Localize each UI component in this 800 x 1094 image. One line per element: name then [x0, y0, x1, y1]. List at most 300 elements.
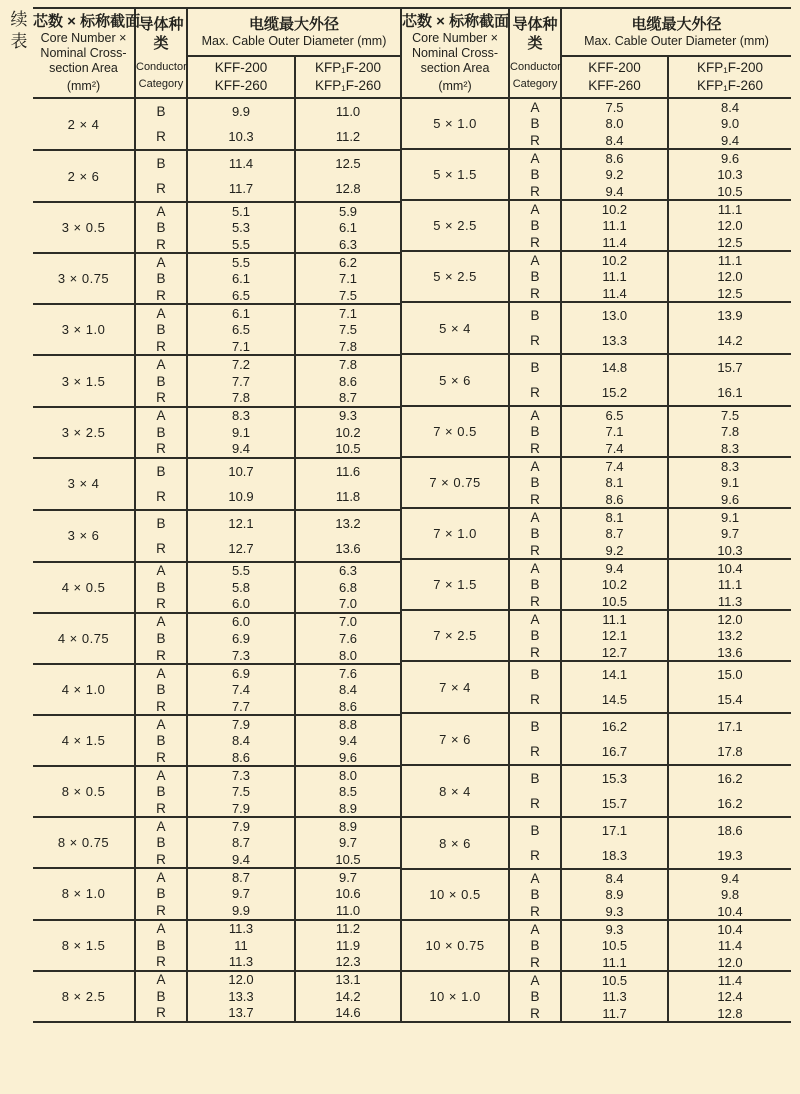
- kff-diameter-cell: 9.4: [187, 441, 295, 458]
- table-row: [401, 406, 791, 423]
- table-row: [401, 508, 791, 525]
- conductor-category-cell: R: [135, 124, 187, 150]
- conductor-category-cell: B: [509, 627, 561, 644]
- kff-diameter-cell: 9.4: [561, 183, 668, 200]
- table-row: [33, 98, 400, 124]
- kfp1f-diameter-cell: 8.9: [338, 800, 358, 816]
- core-size-cell: 7 × 1.5: [401, 559, 509, 610]
- core-size-cell: 8 × 6: [401, 817, 509, 869]
- conductor-category-cell: A: [135, 304, 187, 321]
- kff-diameter-cell: 7.9: [187, 817, 295, 834]
- conductor-category-cell: B: [135, 270, 187, 287]
- kff-diameter-cell: 8.9: [561, 886, 668, 903]
- core-size-cell: 8 × 0.75: [33, 817, 135, 868]
- kfp1f-diameter-cell: 10.5: [335, 851, 361, 867]
- table-row: [401, 354, 791, 380]
- conductor-category-cell: B: [135, 834, 187, 851]
- kff-diameter-cell: 9.4: [561, 559, 668, 576]
- core-size-cell: 5 × 4: [401, 302, 509, 354]
- conductor-category-cell: R: [135, 441, 187, 458]
- conductor-category-cell: B: [135, 219, 187, 236]
- kff-diameter-cell: 6.5: [187, 321, 295, 338]
- core-size-cell: 2 × 4: [33, 98, 135, 150]
- kff-diameter-cell: 8.6: [187, 749, 295, 766]
- table-row: [401, 920, 791, 937]
- conductor-category-cell: A: [135, 817, 187, 834]
- table-row: [33, 562, 400, 579]
- kff-diameter-cell: 9.4: [187, 851, 295, 868]
- conductor-category-cell: R: [135, 390, 187, 407]
- kff-diameter-cell: 12.1: [561, 627, 668, 644]
- conductor-category-cell: A: [509, 149, 561, 166]
- kff-diameter-cell: 13.3: [561, 328, 668, 354]
- kfp1f-diameter-cell: 8.0: [338, 647, 358, 663]
- kff-diameter-cell: 5.1: [187, 202, 295, 219]
- kfp1f-diameter-cell: 13.1: [295, 971, 400, 988]
- kff-diameter-cell: 11.4: [561, 234, 668, 251]
- kfp1f-diameter-cell: 7.1: [295, 304, 400, 321]
- kfp1f-diameter-cell: 10.6: [335, 886, 361, 902]
- kff-diameter-cell: 15.7: [561, 791, 668, 817]
- kfp1f-diameter-cell: 12.0: [717, 218, 743, 233]
- core-size-cell: 10 × 1.0: [401, 971, 509, 1022]
- kff-diameter-cell: 6.9: [187, 664, 295, 681]
- kff-diameter-cell: 7.4: [561, 457, 668, 474]
- conductor-category-cell: A: [509, 559, 561, 576]
- conductor-category-cell: B: [135, 783, 187, 800]
- kfp1f-diameter-cell: 7.5: [338, 322, 358, 338]
- kff-diameter-cell: 8.1: [561, 508, 668, 525]
- conductor-category-cell: R: [135, 902, 187, 919]
- kff-diameter-cell: 14.8: [561, 354, 668, 380]
- core-size-cell: 8 × 1.0: [33, 868, 135, 919]
- conductor-category-cell: A: [509, 251, 561, 268]
- table-row: [33, 150, 400, 176]
- table-row: [33, 407, 400, 424]
- kff-diameter-cell: 10.2: [561, 251, 668, 268]
- kfp1f-diameter-cell: 12.8: [335, 181, 361, 197]
- conductor-category-cell: B: [509, 525, 561, 542]
- conductor-category-cell: A: [509, 508, 561, 525]
- kfp1f-diameter-cell: 12.5: [717, 234, 743, 250]
- core-size-cell: 3 × 1.5: [33, 355, 135, 406]
- conductor-category-cell: R: [135, 851, 187, 868]
- conductor-category-cell: R: [509, 903, 561, 920]
- kfp1f-diameter-cell: 11.1: [668, 251, 791, 268]
- conductor-category-cell: R: [509, 791, 561, 817]
- core-size-cell: 5 × 6: [401, 354, 509, 406]
- conductor-category-cell: B: [509, 817, 561, 843]
- conductor-category-cell: B: [509, 115, 561, 132]
- kfp1f-diameter-cell: 16.2: [717, 796, 743, 811]
- table-row: [33, 817, 400, 834]
- kff-diameter-cell: 8.3: [187, 407, 295, 424]
- kfp1f-diameter-cell: 12.4: [717, 989, 743, 1004]
- kff-diameter-cell: 7.8: [187, 390, 295, 407]
- kff-diameter-cell: 10.2: [561, 200, 668, 217]
- kfp1f-diameter-cell: 11.3: [717, 593, 743, 609]
- conductor-category-cell: B: [135, 732, 187, 749]
- spec-table-left: [33, 7, 400, 1023]
- kfp1f-diameter-cell: 8.6: [338, 373, 358, 389]
- table-row: [401, 661, 791, 687]
- table-row: [401, 559, 791, 576]
- kfp1f-diameter-cell: 8.0: [295, 766, 400, 783]
- core-size-cell: 3 × 1.0: [33, 304, 135, 355]
- kff-diameter-cell: 7.4: [187, 681, 295, 698]
- core-size-cell: 5 × 1.0: [401, 98, 509, 149]
- kfp1f-diameter-cell: 9.4: [720, 132, 740, 148]
- table-row: [401, 98, 791, 115]
- kfp1f-diameter-cell: 5.9: [295, 202, 400, 219]
- conductor-category-cell: B: [509, 423, 561, 440]
- conductor-category-cell: B: [509, 661, 561, 687]
- conductor-category-cell: R: [135, 800, 187, 817]
- core-size-cell: 5 × 1.5: [401, 149, 509, 200]
- conductor-category-cell: A: [135, 355, 187, 372]
- kfp1f-diameter-cell: 11.2: [335, 129, 361, 145]
- kff-diameter-cell: 7.1: [187, 338, 295, 355]
- kff-diameter-cell: 8.1: [561, 474, 668, 491]
- kff-diameter-cell: 7.3: [187, 647, 295, 664]
- core-size-cell: 3 × 0.75: [33, 253, 135, 304]
- table-row: [401, 149, 791, 166]
- conductor-category-cell: R: [135, 954, 187, 971]
- kfp1f-diameter-cell: 9.4: [338, 733, 358, 749]
- kff-diameter-cell: 7.7: [187, 373, 295, 390]
- kfp1f-diameter-cell: 15.0: [668, 661, 791, 687]
- kff-diameter-cell: 5.5: [187, 236, 295, 253]
- conductor-category-cell: R: [135, 749, 187, 766]
- conductor-category-cell: A: [509, 610, 561, 627]
- conductor-category-cell: B: [135, 988, 187, 1005]
- kfp1f-diameter-cell: 11.6: [295, 458, 400, 484]
- kfp1f-diameter-cell: 9.7: [338, 835, 358, 851]
- kfp1f-diameter-cell: 17.1: [668, 713, 791, 739]
- core-size-cell: 4 × 0.75: [33, 613, 135, 664]
- kff-diameter-cell: 8.7: [187, 834, 295, 851]
- kff-diameter-cell: 6.9: [187, 630, 295, 647]
- kff-diameter-cell: 11: [187, 937, 295, 954]
- conductor-category-cell: A: [135, 664, 187, 681]
- table-row: [33, 971, 400, 988]
- table-row: [401, 610, 791, 627]
- kfp1f-diameter-cell: 13.9: [668, 302, 791, 328]
- kfp1f-diameter-cell: 8.6: [338, 698, 358, 714]
- conductor-category-cell: R: [509, 843, 561, 869]
- kfp1f-diameter-cell: 8.5: [338, 784, 358, 800]
- kff-diameter-cell: 11.3: [187, 954, 295, 971]
- kfp1f-diameter-cell: 7.6: [338, 630, 358, 646]
- kff-diameter-cell: 11.1: [561, 954, 668, 971]
- kfp1f-diameter-cell: 10.4: [717, 903, 743, 919]
- conductor-category-cell: A: [135, 613, 187, 630]
- kff-diameter-cell: 11.3: [187, 920, 295, 937]
- kfp1f-diameter-cell: 10.2: [335, 424, 361, 440]
- conductor-category-cell: A: [135, 202, 187, 219]
- core-size-cell: 8 × 4: [401, 765, 509, 817]
- core-size-cell: 4 × 1.0: [33, 664, 135, 715]
- conductor-category-cell: B: [135, 937, 187, 954]
- kfp1f-diameter-cell: 7.6: [295, 664, 400, 681]
- kfp1f-diameter-cell: 13.6: [335, 540, 361, 556]
- kfp1f-diameter-cell: 11.0: [295, 98, 400, 124]
- kfp1f-diameter-cell: 9.7: [720, 526, 740, 541]
- kfp1f-diameter-cell: 7.0: [338, 596, 358, 612]
- core-size-cell: 3 × 2.5: [33, 407, 135, 458]
- kfp1f-diameter-cell: 11.4: [668, 971, 791, 988]
- conductor-category-cell: B: [509, 765, 561, 791]
- kff-diameter-cell: 7.1: [561, 423, 668, 440]
- kff-diameter-cell: 7.7: [187, 698, 295, 715]
- kff-diameter-cell: 11.4: [187, 150, 295, 176]
- conductor-category-cell: R: [509, 285, 561, 302]
- kfp1f-diameter-cell: 13.2: [295, 510, 400, 536]
- conductor-category-cell: R: [135, 176, 187, 202]
- kfp1f-diameter-cell: 8.8: [295, 715, 400, 732]
- kfp1f-diameter-cell: 10.4: [668, 559, 791, 576]
- kff-diameter-cell: 8.4: [561, 132, 668, 149]
- core-size-cell: 10 × 0.75: [401, 920, 509, 971]
- kfp1f-diameter-cell: 9.1: [720, 475, 740, 490]
- kff-diameter-cell: 7.5: [561, 98, 668, 115]
- core-size-cell: 7 × 6: [401, 713, 509, 765]
- conductor-category-cell: R: [509, 234, 561, 251]
- header-kff-column: KFF-200 KFF-260: [187, 56, 295, 98]
- conductor-category-cell: R: [135, 484, 187, 510]
- conductor-category-cell: R: [509, 132, 561, 149]
- table-row: [33, 766, 400, 783]
- kfp1f-diameter-cell: 7.1: [338, 271, 358, 287]
- table-row: [401, 251, 791, 268]
- spec-tables: [33, 7, 791, 1023]
- table-row: [33, 920, 400, 937]
- kff-diameter-cell: 7.9: [187, 800, 295, 817]
- core-size-cell: 7 × 0.5: [401, 406, 509, 457]
- kfp1f-diameter-cell: 10.4: [668, 920, 791, 937]
- kff-diameter-cell: 8.7: [187, 868, 295, 885]
- kff-diameter-cell: 11.1: [561, 217, 668, 234]
- core-size-cell: 7 × 1.0: [401, 508, 509, 559]
- kff-diameter-cell: 6.5: [187, 287, 295, 304]
- conductor-category-cell: R: [509, 739, 561, 765]
- kff-diameter-cell: 10.3: [187, 124, 295, 150]
- kfp1f-diameter-cell: 11.4: [717, 938, 743, 953]
- kff-diameter-cell: 10.5: [561, 593, 668, 610]
- kff-diameter-cell: 5.5: [187, 253, 295, 270]
- conductor-category-cell: A: [509, 98, 561, 115]
- header-conductor-category: 导体种 类 Conductor Category: [135, 8, 187, 98]
- kfp1f-diameter-cell: 14.2: [717, 333, 743, 348]
- conductor-category-cell: R: [509, 542, 561, 559]
- kfp1f-diameter-cell: 19.3: [717, 848, 743, 863]
- conductor-category-cell: A: [135, 562, 187, 579]
- kff-diameter-cell: 10.9: [187, 484, 295, 510]
- conductor-category-cell: A: [509, 920, 561, 937]
- kff-diameter-cell: 9.9: [187, 98, 295, 124]
- kff-diameter-cell: 12.7: [187, 536, 295, 562]
- kff-diameter-cell: 8.4: [187, 732, 295, 749]
- kff-diameter-cell: 10.5: [561, 971, 668, 988]
- kfp1f-diameter-cell: 11.0: [335, 902, 361, 918]
- conductor-category-cell: R: [509, 593, 561, 610]
- conductor-category-cell: B: [509, 988, 561, 1005]
- kff-diameter-cell: 13.7: [187, 1005, 295, 1022]
- header-conductor-category: 导体种 类 Conductor Category: [509, 8, 561, 98]
- kfp1f-diameter-cell: 8.4: [338, 682, 358, 698]
- conductor-category-cell: R: [135, 647, 187, 664]
- conductor-category-cell: B: [509, 302, 561, 328]
- kff-diameter-cell: 5.8: [187, 579, 295, 596]
- core-size-cell: 10 × 0.5: [401, 869, 509, 920]
- table-row: [33, 510, 400, 536]
- kff-diameter-cell: 9.7: [187, 885, 295, 902]
- core-size-cell: 3 × 0.5: [33, 202, 135, 253]
- conductor-category-cell: A: [135, 868, 187, 885]
- kff-diameter-cell: 16.7: [561, 739, 668, 765]
- table-row: [401, 302, 791, 328]
- kfp1f-diameter-cell: 6.3: [295, 562, 400, 579]
- kfp1f-diameter-cell: 8.7: [338, 390, 358, 406]
- kff-diameter-cell: 15.3: [561, 765, 668, 791]
- header-core-number: 芯数 × 标称截面 Core Number × Nominal Cross- section Area (mm²): [401, 8, 509, 98]
- kff-diameter-cell: 7.5: [187, 783, 295, 800]
- conductor-category-cell: B: [509, 474, 561, 491]
- kfp1f-diameter-cell: 9.4: [668, 869, 791, 886]
- spec-table-right: [400, 7, 791, 1023]
- conductor-category-cell: R: [509, 1005, 561, 1022]
- kfp1f-diameter-cell: 12.5: [295, 150, 400, 176]
- kff-diameter-cell: 12.1: [187, 510, 295, 536]
- core-size-cell: 2 × 6: [33, 150, 135, 202]
- kfp1f-diameter-cell: 12.0: [668, 610, 791, 627]
- kfp1f-diameter-cell: 9.3: [295, 407, 400, 424]
- kff-diameter-cell: 6.0: [187, 613, 295, 630]
- core-size-cell: 8 × 2.5: [33, 971, 135, 1022]
- kfp1f-diameter-cell: 14.2: [335, 988, 361, 1004]
- kfp1f-diameter-cell: 8.3: [720, 440, 740, 456]
- kff-diameter-cell: 9.1: [187, 424, 295, 441]
- kff-diameter-cell: 14.5: [561, 687, 668, 713]
- kff-diameter-cell: 9.9: [187, 902, 295, 919]
- kfp1f-diameter-cell: 16.1: [717, 385, 743, 400]
- kff-diameter-cell: 8.7: [561, 525, 668, 542]
- kff-diameter-cell: 8.4: [561, 869, 668, 886]
- conductor-category-cell: A: [509, 869, 561, 886]
- kff-diameter-cell: 5.5: [187, 562, 295, 579]
- kff-diameter-cell: 17.1: [561, 817, 668, 843]
- conductor-category-cell: B: [135, 150, 187, 176]
- kfp1f-diameter-cell: 11.8: [335, 488, 361, 504]
- conductor-category-cell: R: [509, 440, 561, 457]
- conductor-category-cell: B: [509, 713, 561, 739]
- kfp1f-diameter-cell: 13.6: [717, 644, 743, 660]
- header-max-diameter: 电缆最大外径 Max. Cable Outer Diameter (mm): [187, 8, 400, 56]
- conductor-category-cell: R: [135, 596, 187, 613]
- kfp1f-diameter-cell: 10.5: [717, 183, 743, 199]
- kff-diameter-cell: 10.5: [561, 937, 668, 954]
- kff-diameter-cell: 11.7: [561, 1005, 668, 1022]
- kfp1f-diameter-cell: 6.3: [338, 236, 358, 252]
- kfp1f-diameter-cell: 16.2: [668, 765, 791, 791]
- kfp1f-diameter-cell: 9.6: [668, 149, 791, 166]
- core-size-cell: 5 × 2.5: [401, 251, 509, 302]
- kfp1f-diameter-cell: 9.0: [720, 116, 740, 131]
- kff-diameter-cell: 11.7: [187, 176, 295, 202]
- table-row: [33, 458, 400, 484]
- header-core-number: 芯数 × 标称截面 Core Number × Nominal Cross- section Area (mm²): [33, 8, 135, 98]
- conductor-category-cell: R: [509, 328, 561, 354]
- kff-diameter-cell: 16.2: [561, 713, 668, 739]
- core-size-cell: 5 × 2.5: [401, 200, 509, 251]
- table-row: [401, 713, 791, 739]
- conductor-category-cell: A: [509, 200, 561, 217]
- kfp1f-diameter-cell: 6.1: [338, 220, 358, 236]
- kfp1f-diameter-cell: 9.6: [338, 749, 358, 765]
- core-size-cell: 3 × 4: [33, 458, 135, 510]
- kfp1f-diameter-cell: 8.4: [668, 98, 791, 115]
- kff-diameter-cell: 8.6: [561, 149, 668, 166]
- table-row: [33, 868, 400, 885]
- conductor-category-cell: R: [135, 1005, 187, 1022]
- table-row: [401, 457, 791, 474]
- kfp1f-diameter-cell: 12.3: [335, 954, 361, 970]
- kfp1f-diameter-cell: 9.6: [720, 491, 740, 507]
- table-row: [401, 765, 791, 791]
- conductor-category-cell: B: [135, 373, 187, 390]
- continued-table-label: 续表: [10, 10, 28, 51]
- kfp1f-diameter-cell: 7.8: [720, 424, 740, 439]
- kff-diameter-cell: 12.0: [187, 971, 295, 988]
- conductor-category-cell: R: [509, 644, 561, 661]
- table-row: [33, 202, 400, 219]
- kff-diameter-cell: 15.2: [561, 380, 668, 406]
- kff-diameter-cell: 8.0: [561, 115, 668, 132]
- conductor-category-cell: A: [509, 457, 561, 474]
- conductor-category-cell: A: [135, 407, 187, 424]
- kfp1f-diameter-cell: 9.8: [720, 887, 740, 902]
- kfp1f-diameter-cell: 9.7: [295, 868, 400, 885]
- table-row: [401, 869, 791, 886]
- kfp1f-diameter-cell: 11.1: [717, 577, 743, 592]
- kff-diameter-cell: 14.1: [561, 661, 668, 687]
- core-size-cell: 7 × 2.5: [401, 610, 509, 661]
- kff-diameter-cell: 6.1: [187, 304, 295, 321]
- core-size-cell: 7 × 4: [401, 661, 509, 713]
- kfp1f-diameter-cell: 7.8: [338, 338, 358, 354]
- conductor-category-cell: R: [509, 954, 561, 971]
- kff-diameter-cell: 13.0: [561, 302, 668, 328]
- conductor-category-cell: B: [135, 98, 187, 124]
- kff-diameter-cell: 12.7: [561, 644, 668, 661]
- kff-diameter-cell: 7.4: [561, 440, 668, 457]
- core-size-cell: 7 × 0.75: [401, 457, 509, 508]
- conductor-category-cell: B: [135, 630, 187, 647]
- kff-diameter-cell: 9.2: [561, 542, 668, 559]
- conductor-category-cell: A: [509, 406, 561, 423]
- kfp1f-diameter-cell: 15.4: [717, 692, 743, 707]
- conductor-category-cell: A: [135, 253, 187, 270]
- conductor-category-cell: R: [135, 536, 187, 562]
- core-size-cell: 3 × 6: [33, 510, 135, 562]
- table-row: [401, 817, 791, 843]
- kfp1f-diameter-cell: 7.5: [668, 406, 791, 423]
- kff-diameter-cell: 11.4: [561, 285, 668, 302]
- kfp1f-diameter-cell: 7.8: [295, 355, 400, 372]
- conductor-category-cell: R: [509, 380, 561, 406]
- conductor-category-cell: A: [135, 715, 187, 732]
- conductor-category-cell: B: [135, 510, 187, 536]
